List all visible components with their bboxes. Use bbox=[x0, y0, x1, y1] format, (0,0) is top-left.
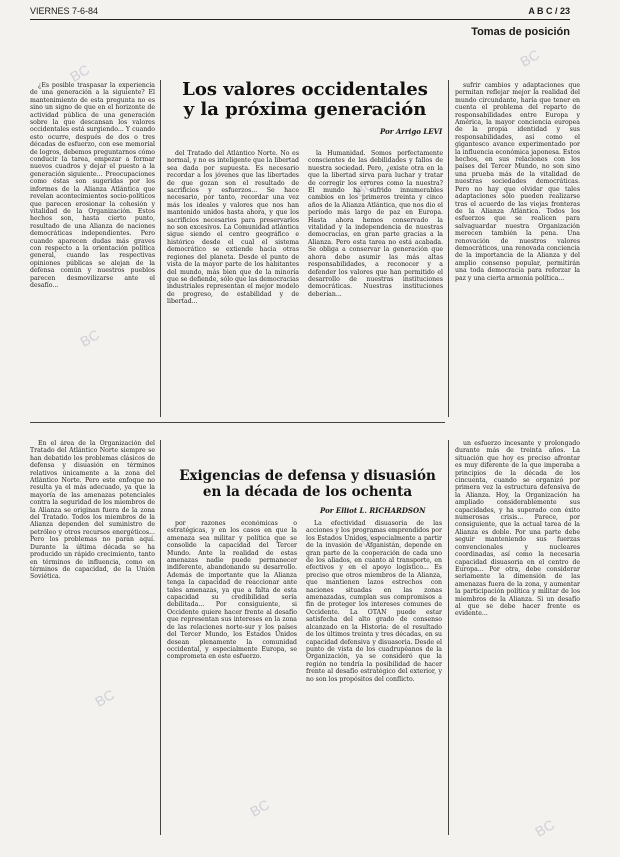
article2-col-mid: por razones económicas o estratégicas, y en los casos en que la amenaza sea militar y política que se consolide la capacidad del Tercer Mundo. Ante la realidad de estas amenazas nadie puede permanecer indiferente, abandonando su desarrollo. Además de importante que la Alianza tenga la capacidad de reaccionar ante tales amenazas, ya que a falta de esta capacidad su credibilidad sería debilitada... Por consiguiente, si Occidente quiere hacer frente al desafío que representan sus intereses en la zona de las relaciones norte-sur y los países del Tercer Mundo, los Estados Unidos desean plenamente la comunidad occidental, y especialmente Europa, se comprometa en este esfuerzo. bbox=[167, 520, 297, 661]
watermark-logo: BC bbox=[357, 526, 383, 550]
watermark-logo: BC bbox=[532, 816, 558, 840]
article2-col-far: un esfuerzo incesante y prolongado durante más de treinta años. La situación que hoy es preciso afrontar es muy diferente de la que imperaba a principios de la década de los cincuenta, cuando se organizó por primera vez la estructura defensiva de la Alianza. Hoy, la Organización ha ampliado considerablemente sus capacidades, y ha superado con éxito numerosas crisis... Parece, por consiguiente, que la actual tarea de la Alianza es doble. Por una parte debe seguir manteniendo sus fuerzas convencionales y nucleares coordinadas, así como la necesaria capacidad disuasoria en el centro de Europa... Por otra, debe considerar seriamente la dimensión de las amenazas fuera de la zona, y aumentar la participación política y militar de los miembros de la Alianza. Si un desafío al que se debe hacer frente es evidente... bbox=[455, 440, 580, 618]
column-divider bbox=[448, 440, 449, 835]
article2-headline bbox=[165, 468, 450, 500]
page-header bbox=[30, 4, 570, 18]
watermark-logo: BC bbox=[247, 796, 273, 820]
column-divider bbox=[160, 440, 161, 835]
article1-title-line2: y la próxima generación bbox=[183, 99, 427, 120]
article1-headline bbox=[165, 80, 445, 120]
article-separator bbox=[30, 422, 445, 423]
article2-col-left: En el área de la Organización del Tratado del Atlántico Norte siempre se han debatido los problemas clásicos de defensa y disuasión en términos relativos únicamente a la zona del Atlántico Norte. Pero este enfoque no resulta ya el más adecuado, ya que la mayoría de las amenazas potenciales contra la seguridad de los miembros de la Alianza se originan fuera de la zona del Tratado. Todos los miembros de la Alianza dependen del suministro de petróleo y otros recursos energéticos... Pero los problemas no paran aquí. Durante la última década se ha producido un rápido crecimiento, tanto en términos de influencia, como en términos de capacidad, de la Unión Soviética. bbox=[30, 440, 155, 581]
article2-byline: Por Elliot L. RICHARDSON bbox=[320, 506, 426, 515]
article2-title-line1: Exigencias de defensa y disuasión bbox=[179, 468, 436, 484]
column-divider bbox=[448, 80, 449, 417]
section-title: Tomas de posición bbox=[471, 26, 570, 38]
header-rule bbox=[30, 19, 570, 20]
article1-col-left: ¿Es posible traspasar la experiencia de una generación a la siguiente? El mantenimiento de esta pregunta no es sino un signo de que en el horizonte de actividad pública de una generación sobre la que descansan los valores occidentales está surgiendo... Y cuando esto ocurre, después de dos o tres décadas de esfuerzo, con ese memorial de logros, debemos preguntarnos cómo conducir la tarea, empezar a formar nuevos cuadros y dejar el puesto a la generación siguiente... Preocupaciones como éstas son sugeridas por los informes de la Alianza Atlántica que revelan acontecimientos socio-políticos que parecen erosionar la cohesión y vitalidad de la Organización. Estos hechos son, hasta cierto punto, resultado de una Alianza de naciones democráticas independientes. Pero cuando aparecen dudas más graves con respecto a la orientación política general, cuando las respectivas opiniones públicas se alejan de la defensa común y nuestros pueblos parecen desmovilizarse ante el desafío... bbox=[30, 82, 155, 289]
article2-col-right: La efectividad disuasoria de las acciones y los programas emprendidos por los Estados Unidos, especialmente a partir de la invasión de Afganistán, depende en gran parte de la cooperación de cada uno de los aliados, en cuanto al transporte, en efectivos y en el apoyo logístico... Es preciso que otros miembros de la Alianza, que mantienen lazos estrechos con naciones situadas en las zonas amenazadas, cumplan sus compromisos a fin de proteger los intereses comunes de Occidente. La OTAN puede estar satisfecha del alto grado de consenso alcanzado en la Historia: de el resultado de los últimos treinta y tres décadas, en su capacidad defensiva y disuasoria. Desde el punto de vista de los cuadrupéanos de la Organización, ya se consideró que la región no tendría la posibilidad de hacer frente al desafío estratégico del exterior, y no son los propósitos del conflicto. bbox=[306, 520, 442, 683]
article1-byline: Por Arrigo LEVI bbox=[380, 127, 443, 136]
column-divider bbox=[160, 80, 161, 417]
article1-title-line1: Los valores occidentales bbox=[182, 79, 428, 100]
article2-title-line2: en la década de los ochenta bbox=[202, 484, 413, 500]
page-date: VIERNES 7-6-84 bbox=[30, 6, 99, 16]
page-number: A B C / 23 bbox=[528, 6, 570, 16]
far-right-column: sufrir cambios y adaptaciones que permitan reflejar mejor la realidad del mundo circundante, haría que tener en cuenta el problema del reparto de responsabilidades entre Europa y América, la mayor conciencia europea de la propia identidad y sus responsabilidades, así como el gigantesco avance experimentado por la influencia económica japonesa. Estos hechos, en sus relaciones con los países del Tercer Mundo, no son sino una prueba más de la vitalidad de nuestras sociedades democráticas. Pero no hay que olvidar que tales adaptaciones sólo pueden realizarse tras el acuerdo de las viejas fronteras de la Alianza Atlántica. Todos los esfuerzos que se realicen para salvaguardar nuestra Organización merecen también la pena. Una renovación de nuestros valores democráticos, una renovada conciencia de la importancia de la Alianza y del amplio consenso popular, permitirán una toda democracia para reforzar la paz y una cierta armonía política... bbox=[455, 82, 580, 282]
watermark-logo: BC bbox=[517, 46, 543, 70]
article1-col-right: la Humanidad. Somos perfectamente conscientes de las debilidades y fallos de nuestra sociedad. Pero, ¿existe otra en la que la libertad sirva para luchar y tratar de corregir los errores como la nuestra? El mundo ha sufrido innumerables cambios en los primeros treinta y cinco años de la Alianza Atlántica, que nos dio el período más largo de paz en Europa. Hasta ahora hemos conservado la vitalidad y la independencia de nuestras democracias, en gran parte gracias a la Alianza. Pero esta tarea no está acabada. Se obliga a conservar la generación que ahora debe asumir las más altas responsabilidades, a reconocer y a defender los valores que han permitido el desarrollo de nuestras instituciones democráticas. Nuestras instituciones deberían... bbox=[308, 150, 443, 298]
watermark-logo: BC bbox=[77, 326, 103, 350]
article1-col-mid: del Tratado del Atlántico Norte. No es normal, y no es inteligente que la libertad sea dada por supuesta. Es necesario recordar a los jóvenes que las libertades de que gozan son el resultado de sacrificios y esfuerzos... Se hace necesario, por tanto, recordar una vez más los ideales y valores que nos han mantenido unidos hasta ahora, y que los sacrificios necesarios para preservarlos no son excesivos. La Comunidad atlántica sigue siendo el centro geográfico e histórico desde el cual el sistema democrático se extiende hacia otras regiones del planeta. Desde el punto de vista de la mayor parte de los habitantes del mundo, más bien que de la minoría que se defiende, sólo que las democracias industriales representan el mejor modelo de progreso, de estabilidad y de libertad... bbox=[167, 150, 299, 306]
watermark-logo: BC bbox=[352, 176, 378, 200]
watermark-logo: BC bbox=[92, 686, 118, 710]
watermark-logo: BC bbox=[67, 61, 93, 85]
